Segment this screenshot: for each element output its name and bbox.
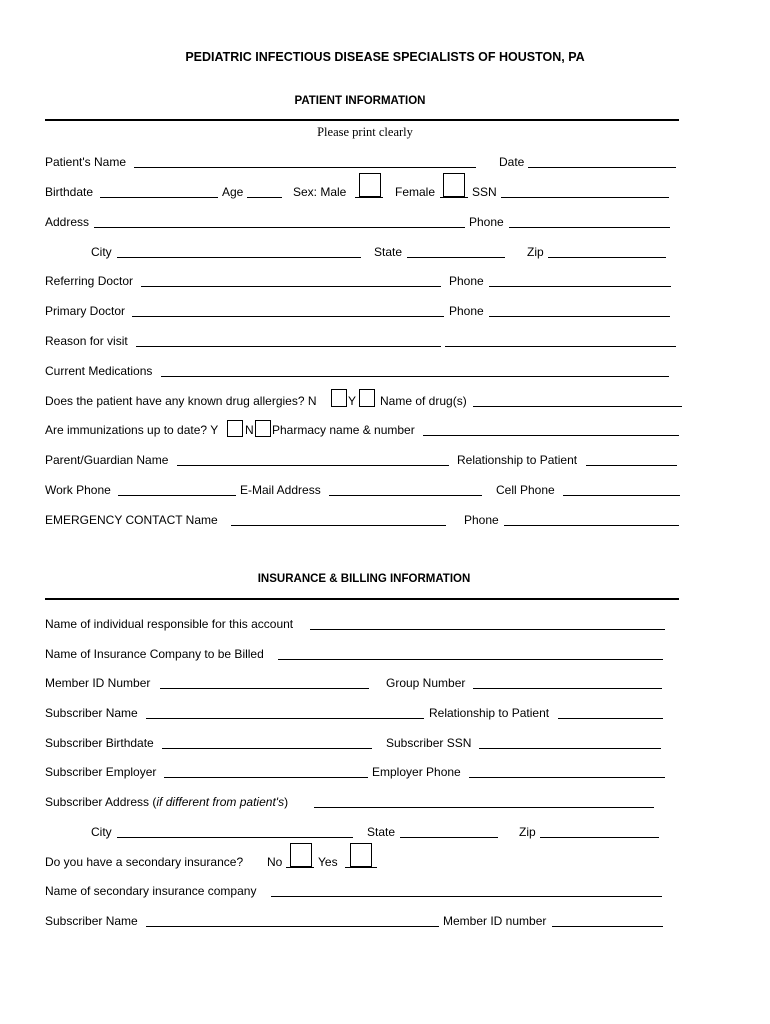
guardian-name-field[interactable] <box>177 465 449 466</box>
label-work-phone: Work Phone <box>45 483 111 497</box>
pharmacy-field[interactable] <box>423 435 679 436</box>
cell-phone-field[interactable] <box>563 495 680 496</box>
label-secondary-company: Name of secondary insurance company <box>45 884 257 898</box>
emergency-contact-field[interactable] <box>231 525 446 526</box>
secondary-member-id-field[interactable] <box>552 926 663 927</box>
zip-field[interactable] <box>548 257 666 258</box>
label-phone: Phone <box>464 513 499 527</box>
birthdate-field[interactable] <box>100 197 218 198</box>
secondary-yes-underline <box>345 867 377 868</box>
label-drug-allergies: Does the patient have any known drug allergies? N <box>45 394 317 408</box>
medications-field[interactable] <box>161 376 669 377</box>
label-immunizations-no: N <box>245 423 254 437</box>
secondary-no-checkbox[interactable] <box>290 843 312 867</box>
label-phone: Phone <box>449 304 484 318</box>
label-employer-phone: Employer Phone <box>372 765 461 779</box>
label-female: Female <box>395 185 436 199</box>
label-subscriber-employer: Subscriber Employer <box>45 765 157 779</box>
date-field[interactable] <box>528 167 676 168</box>
secondary-no-underline <box>286 867 314 868</box>
label-ssn: SSN <box>472 185 497 199</box>
primary-phone-field[interactable] <box>489 316 670 317</box>
subscriber-name-field[interactable] <box>146 718 424 719</box>
allergies-yes-checkbox[interactable] <box>359 389 375 407</box>
label-subscriber-ssn: Subscriber SSN <box>386 736 472 750</box>
label-responsible-individual: Name of individual responsible for this account <box>45 617 294 631</box>
male-checkbox[interactable] <box>359 173 381 197</box>
allergies-no-checkbox[interactable] <box>331 389 347 407</box>
city-field[interactable] <box>117 257 361 258</box>
label-pharmacy: Pharmacy name & number <box>272 423 415 437</box>
label-age: Age <box>222 185 244 199</box>
label-phone: Phone <box>469 215 504 229</box>
instruction-text: Please print clearly <box>317 125 413 139</box>
female-underline <box>440 197 468 198</box>
subscriber-state-field[interactable] <box>400 837 498 838</box>
label-secondary-no: No <box>267 855 283 869</box>
label-relationship: Relationship to Patient <box>457 453 578 467</box>
female-checkbox[interactable] <box>443 173 465 197</box>
patient-name-field[interactable] <box>134 167 476 168</box>
phone-field[interactable] <box>509 227 670 228</box>
label-current-medications: Current Medications <box>45 364 153 378</box>
referring-doctor-field[interactable] <box>141 286 441 287</box>
label-birthdate: Birthdate <box>45 185 94 199</box>
immunizations-yes-checkbox[interactable] <box>227 420 243 437</box>
label-subscriber-relationship: Relationship to Patient <box>429 706 550 720</box>
section-insurance-billing: INSURANCE & BILLING INFORMATION <box>257 573 471 585</box>
label-phone: Phone <box>449 274 484 288</box>
label-subscriber-name: Subscriber Name <box>45 706 138 720</box>
primary-doctor-field[interactable] <box>132 316 444 317</box>
label-sex-male: Sex: Male <box>293 185 347 199</box>
label-group-number: Group Number <box>386 676 466 690</box>
label-cell-phone: Cell Phone <box>496 483 555 497</box>
responsible-individual-field[interactable] <box>310 629 665 630</box>
divider <box>45 598 679 600</box>
subscriber-city-field[interactable] <box>117 837 353 838</box>
label-date: Date <box>499 155 525 169</box>
email-field[interactable] <box>329 495 482 496</box>
label-reason-for-visit: Reason for visit <box>45 334 128 348</box>
subscriber-ssn-field[interactable] <box>479 748 661 749</box>
subscriber-zip-field[interactable] <box>540 837 659 838</box>
referring-phone-field[interactable] <box>489 286 671 287</box>
work-phone-field[interactable] <box>118 495 236 496</box>
drug-names-field[interactable] <box>473 406 682 407</box>
label-insurance-company: Name of Insurance Company to be Billed <box>45 647 264 661</box>
label-secondary-subscriber-name: Subscriber Name <box>45 914 138 928</box>
divider <box>45 119 679 121</box>
label-email: E-Mail Address <box>240 483 321 497</box>
reason-field[interactable] <box>136 346 441 347</box>
section-patient-information: PATIENT INFORMATION <box>294 95 426 107</box>
label-immunizations: Are immunizations up to date? Y <box>45 423 219 437</box>
label-drug-names: Name of drug(s) <box>380 394 467 408</box>
label-allergies-yes: Y <box>348 394 357 408</box>
label-guardian-name: Parent/Guardian Name <box>45 453 169 467</box>
subscriber-address-field[interactable] <box>314 807 654 808</box>
label-subscriber-birthdate: Subscriber Birthdate <box>45 736 154 750</box>
secondary-yes-checkbox[interactable] <box>350 843 372 867</box>
relationship-field[interactable] <box>586 465 677 466</box>
label-secondary-yes: Yes <box>318 855 338 869</box>
secondary-subscriber-name-field[interactable] <box>146 926 439 927</box>
form-title: PEDIATRIC INFECTIOUS DISEASE SPECIALISTS OF HOUSTON, PA <box>185 50 585 64</box>
label-state: State <box>374 245 403 259</box>
emergency-phone-field[interactable] <box>504 525 679 526</box>
label-emergency-contact: EMERGENCY CONTACT Name <box>45 513 218 527</box>
label-city: City <box>91 245 112 259</box>
address-field[interactable] <box>94 227 465 228</box>
group-number-field[interactable] <box>473 688 662 689</box>
label-subscriber-city: City <box>91 825 112 839</box>
label-patient-name: Patient's Name <box>45 155 126 169</box>
subscriber-relationship-field[interactable] <box>558 718 663 719</box>
reason-field-2[interactable] <box>445 346 676 347</box>
label-member-id: Member ID Number <box>45 676 151 690</box>
subscriber-employer-field[interactable] <box>164 777 368 778</box>
label-subscriber-address: Subscriber Address (if different from patient's) <box>45 795 289 809</box>
label-secondary-insurance: Do you have a secondary insurance? <box>45 855 244 869</box>
secondary-company-field[interactable] <box>271 896 662 897</box>
label-subscriber-state: State <box>367 825 396 839</box>
label-referring-doctor: Referring Doctor <box>45 274 134 288</box>
member-id-field[interactable] <box>160 688 369 689</box>
label-zip: Zip <box>527 245 544 259</box>
immunizations-no-checkbox[interactable] <box>255 420 271 437</box>
male-underline <box>355 197 383 198</box>
label-address: Address <box>45 215 90 229</box>
insurance-company-field[interactable] <box>278 659 663 660</box>
age-field[interactable] <box>247 197 282 198</box>
state-field[interactable] <box>407 257 505 258</box>
subscriber-birthdate-field[interactable] <box>162 748 372 749</box>
label-primary-doctor: Primary Doctor <box>45 304 126 318</box>
label-secondary-member-id: Member ID number <box>443 914 547 928</box>
employer-phone-field[interactable] <box>469 777 665 778</box>
label-subscriber-zip: Zip <box>519 825 536 839</box>
ssn-field[interactable] <box>501 197 669 198</box>
